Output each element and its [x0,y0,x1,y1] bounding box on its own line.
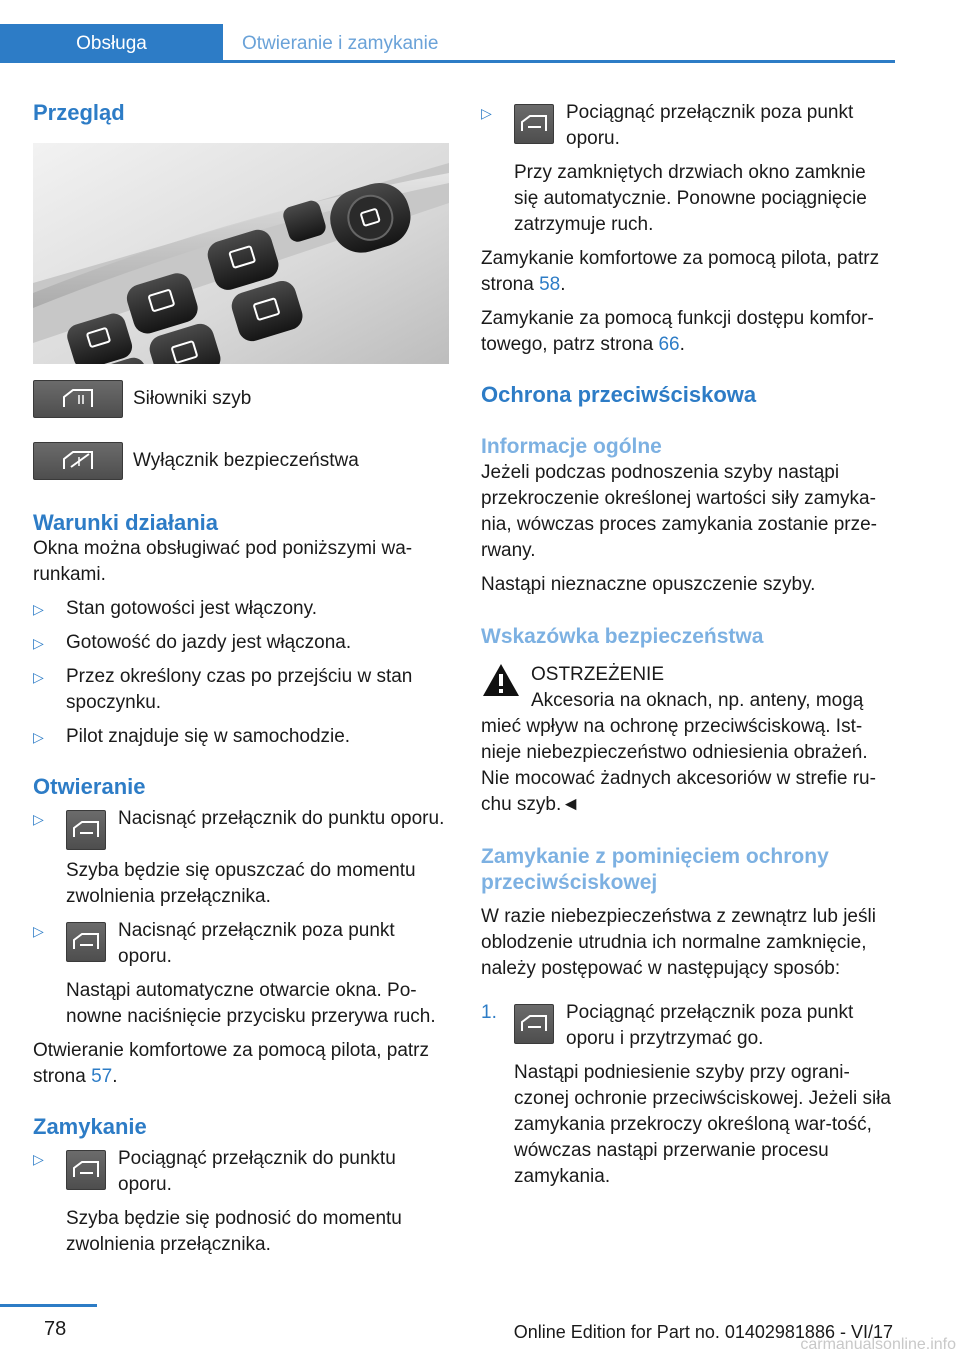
window-lifter-icon [33,380,123,418]
conditions-list [33,596,449,750]
bullet-arrow-icon: ▷ [33,811,44,827]
legend-label: Wyłącznik bezpieczeństwa [133,450,359,471]
bullet-arrow-icon: ▷ [33,669,44,685]
list-item: ▷ Stan gotowości jest włączony. [33,596,449,622]
general-paragraph: Nastąpi nieznaczne opuszczenie szyby. [481,574,816,595]
access-close-ref: Zamykanie za pomocą funkcji dostępu komfor-towego, patrz strona 66. [481,308,874,355]
safety-switch-icon [33,442,123,480]
list-item: ▷ Nacisnąć przełącznik do punktu oporu. Szyba będzie się opuszczać do momentu zwolnienia przełącznika. [33,806,449,910]
page-link[interactable]: 66 [658,334,680,355]
legend-safety-switch [33,442,449,480]
legend-label: Siłowniki szyb [133,388,252,409]
general-paragraph: Jeżeli podczas podnoszenia szyby nastąpi przekroczenie określonej wartości siły zamyka-nia, wówczas proces zamykania zostanie prze-rwany. [481,462,878,561]
watermark: carmanualsonline.info [800,1336,956,1353]
heading-opening: Otwieranie [33,774,146,799]
heading-override: Zamykanie z pominięciem ochrony przeciwściskowej [481,845,829,894]
heading-closing: Zamykanie [33,1114,147,1139]
page-number: 78 [44,1318,67,1340]
door-switch-photo [33,143,449,364]
bullet-arrow-icon: ▷ [33,729,44,745]
list-item: 1. Pociągnąć przełącznik poza punkt oporu i przytrzymać go. Nastąpi podniesienie szyby przy ograni-czonej ochronie przeciwściskowej. Jeżeli siła zamykania przekroczy określoną war-tość, wówczas nastąpi przerwanie procesu zamykania. [481,1000,895,1190]
warning-text: Akcesoria na oknach, np. anteny, mogą mieć wpływ na ochronę przeciwściskową. Ist-nieje niebezpieczeństwo odniesienia obrażeń. Nie mocować żadnych akcesoriów w strefie ru-chu szyb.◄ [481,690,876,815]
legend-window-lifters [33,380,449,418]
bullet-arrow-icon: ▷ [33,601,44,617]
heading-pinch-protection: Ochrona przeciwściskowa [481,382,757,407]
heading-conditions: Warunki działania [33,510,219,535]
heading-general-info: Informacje ogólne [481,435,662,458]
bullet-arrow-icon: ▷ [33,1151,44,1167]
list-item: ▷ Pociągnąć przełącznik poza punkt oporu. Przy zamkniętych drzwiach okno zamknie się automatycznie. Ponowne pociągnięcie zatrzymuje ruch. [481,100,895,238]
bullet-arrow-icon: ▷ [33,635,44,651]
heading-safety-note: Wskazówka bezpieczeństwa [481,625,764,648]
bullet-arrow-icon: ▷ [33,923,44,939]
tab-otwieranie[interactable] [242,24,438,63]
page-link[interactable]: 57 [91,1066,113,1087]
warning-triangle-icon [481,662,521,698]
window-lifter-icon [66,1150,106,1190]
list-item: ▷ Nacisnąć przełącznik poza punkt oporu. Nastąpi automatyczne otwarcie okna. Po-nowne naciśnięcie przycisku przerywa ruch. [33,918,449,1030]
step-number: 1. [481,1002,497,1023]
window-lifter-icon [514,1004,554,1044]
warning-label: OSTRZEŻENIE [531,664,665,685]
page-link[interactable]: 58 [539,274,561,295]
left-column [33,100,449,1258]
window-lifter-icon [66,922,106,962]
comfort-open-ref: Otwieranie komfortowe za pomocą pilota, patrz strona 57. [33,1040,430,1087]
footer-rule [0,1304,97,1307]
tab-label: Otwieranie i zamykanie [242,32,439,54]
override-intro: W razie niebezpieczeństwa z zewnątrz lub jeśli oblodzenie utrudnia ich normalne zamknięcie, należy postępować w następujący sposób: [481,906,876,979]
comfort-close-ref: Zamykanie komfortowe za pomocą pilota, patrz strona 58. [481,248,880,295]
bullet-arrow-icon: ▷ [481,105,492,121]
right-column [481,100,895,1190]
tab-label: Obsługa [76,32,147,54]
list-item: ▷ Przez określony czas po przejściu w stan spoczynku. [33,664,449,716]
window-lifter-icon [514,104,554,144]
list-item: ▷ Pociągnąć przełącznik do punktu oporu. Szyba będzie się podnosić do momentu zwolnienia przełącznika. [33,1146,449,1258]
list-item: ▷ Pilot znajduje się w samochodzie. [33,724,449,750]
window-lifter-icon [66,810,106,850]
tab-obsluga[interactable] [0,24,223,63]
list-item: ▷ Gotowość do jazdy jest włączona. [33,630,449,656]
heading-overview: Przegląd [33,100,125,125]
edition-text: Online Edition for Part no. 01402981886 - VI/17 [513,1322,893,1342]
conditions-intro: Okna można obsługiwać pod poniższymi wa-runkami. [33,538,413,585]
header-rule [0,60,895,63]
